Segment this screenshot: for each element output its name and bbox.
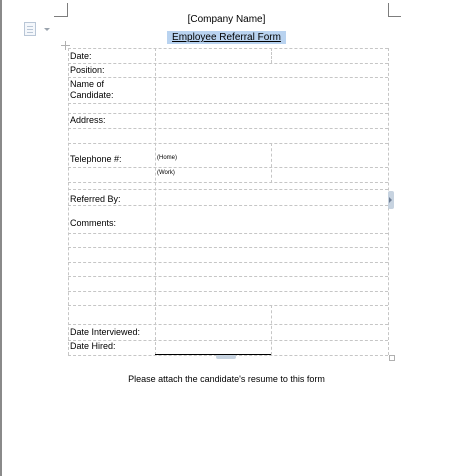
row-line <box>68 247 388 248</box>
row-add-handle-icon[interactable] <box>216 355 236 359</box>
label-phone-work: (Work) <box>157 170 175 176</box>
row-line <box>68 305 388 306</box>
referral-form-table <box>68 48 388 355</box>
label-date: Date: <box>70 51 92 61</box>
company-name: [Company Name] <box>187 14 266 25</box>
label-name-of: Name of <box>70 79 105 89</box>
row-line <box>68 128 388 129</box>
col-line-mid <box>271 143 272 183</box>
label-date-interviewed: Date Interviewed: <box>70 327 141 337</box>
row-line <box>68 77 388 78</box>
row-line <box>68 340 388 341</box>
row-line <box>68 182 388 183</box>
row-line <box>68 262 388 263</box>
form-title[interactable]: Employee Referral Form <box>167 31 286 44</box>
row-line <box>68 189 388 190</box>
row-line <box>68 291 388 292</box>
label-referred-by: Referred By: <box>70 194 121 204</box>
row-line <box>68 143 388 144</box>
title-row <box>0 27 453 45</box>
row-line <box>68 324 388 325</box>
row-line <box>68 205 388 206</box>
row-line <box>68 103 388 104</box>
col-line-mid <box>271 305 272 355</box>
footer-note: Please attach the candidate's resume to this form <box>128 374 325 384</box>
col-line-left <box>68 48 69 355</box>
row-line <box>68 63 388 64</box>
label-position: Position: <box>70 65 105 75</box>
window-left-border <box>0 0 2 476</box>
row-line <box>68 48 388 49</box>
row-line <box>68 167 388 168</box>
row-line <box>68 233 388 234</box>
label-phone-home: (Home) <box>157 155 178 161</box>
date-hired-underline <box>155 354 271 355</box>
label-comments: Comments: <box>70 218 117 228</box>
row-line <box>68 276 388 277</box>
table-resize-handle-icon[interactable] <box>389 355 395 361</box>
col-line-mid <box>271 48 272 63</box>
table-expand-handle-icon[interactable] <box>388 191 394 209</box>
label-telephone: Telephone #: <box>70 154 122 164</box>
label-date-hired: Date Hired: <box>70 341 116 351</box>
col-line-label <box>155 48 156 355</box>
row-line <box>68 113 388 114</box>
label-address: Address: <box>70 115 106 125</box>
label-candidate: Candidate: <box>70 90 114 100</box>
